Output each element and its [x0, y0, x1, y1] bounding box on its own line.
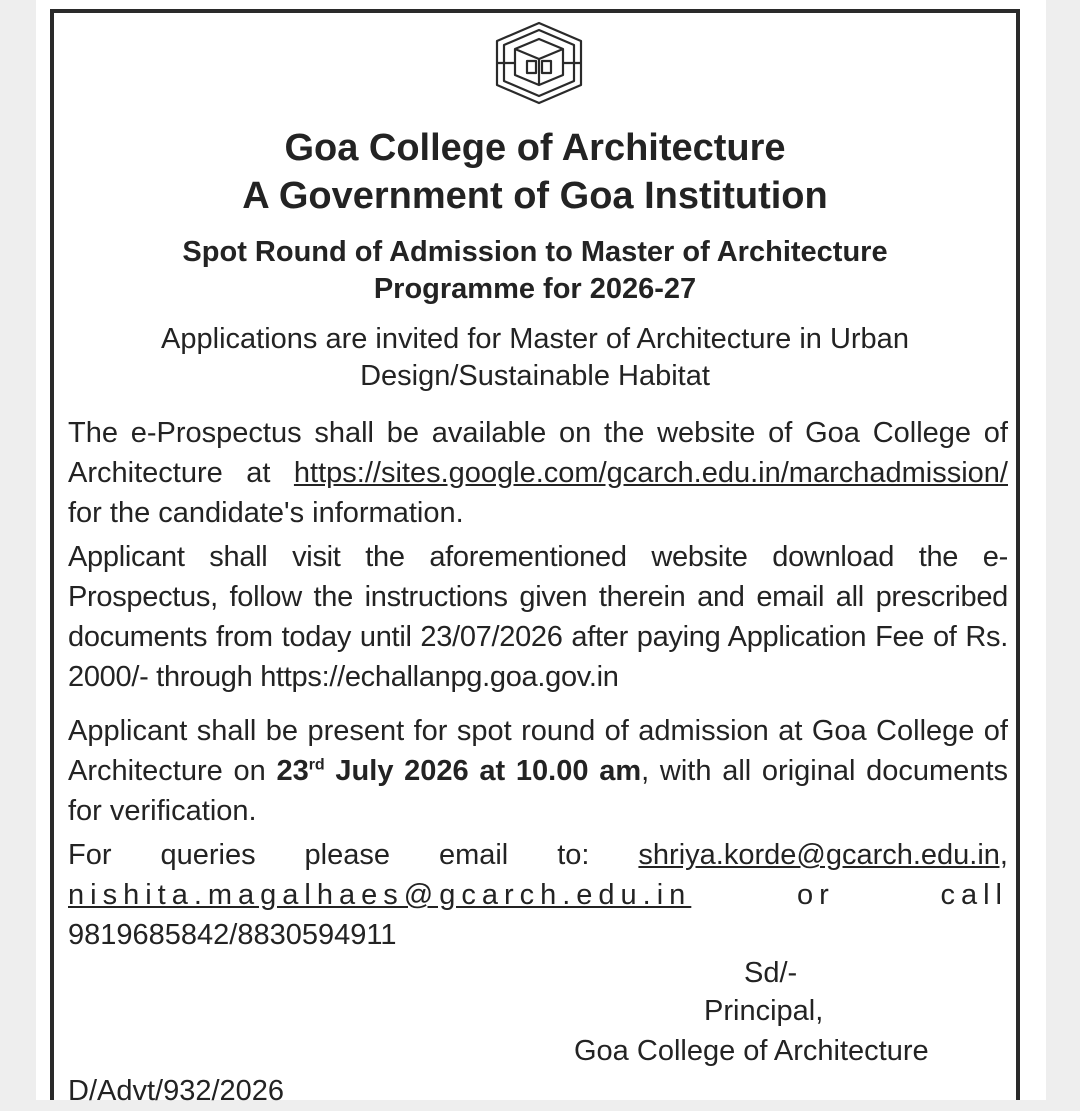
prospectus-link[interactable]: https://sites.google.com/gcarch.edu.in/marchadmission/	[293, 457, 1008, 489]
spot-round-text-end: , with all original documents for verification.	[68, 755, 1008, 827]
signature-sd: Sd/-	[744, 957, 798, 989]
queries-paragraph	[68, 835, 1008, 955]
spot-round-paragraph	[68, 711, 1008, 831]
signature-institution: Goa College of Architecture	[574, 1035, 929, 1067]
email-link-magalhaes[interactable]: nishita.magalhaes@gcarch.edu.in	[68, 879, 692, 911]
notice-heading-line2: Programme for 2026-27	[373, 273, 697, 305]
spot-round-day-suffix: rd	[308, 756, 325, 774]
prospectus-paragraph	[68, 413, 1008, 533]
spot-round-day: 23	[276, 755, 309, 787]
gca-emblem-icon	[489, 19, 589, 107]
invitation-line1: Applications are invited for Master of Architecture in Urban	[161, 323, 909, 355]
prospectus-text: The e-Prospectus shall be available on the website of Goa College of Architecture at	[68, 417, 1008, 489]
institution-title: Goa College of Architecture	[284, 127, 786, 169]
advertisement-reference: D/Advt/932/2026	[68, 1075, 285, 1107]
advertisement-frame	[50, 9, 1020, 1107]
signature-designation: Principal,	[704, 995, 824, 1027]
spot-round-date-rest: July 2026 at 10.00 am	[324, 755, 642, 787]
prospectus-text-end: for the candidate's information.	[68, 497, 464, 529]
email-link-korde[interactable]: shriya.korde@gcarch.edu.in,	[638, 839, 1008, 871]
newspaper-clipping	[36, 0, 1046, 1107]
notice-heading-line1: Spot Round of Admission to Master of Architecture	[182, 236, 888, 268]
queries-text: For queries please email to:	[68, 839, 639, 871]
spot-round-date	[276, 755, 641, 787]
institution-subtitle: A Government of Goa Institution	[242, 175, 828, 217]
spot-round-text: Applicant shall be present for spot round of admission at Goa College of Architecture on	[68, 715, 1008, 787]
invitation-line2: Design/Sustainable Habitat	[360, 360, 710, 392]
queries-or-call: or call	[691, 879, 1008, 911]
phone-numbers: 9819685842/8830594911	[68, 919, 397, 951]
application-paragraph: Applicant shall visit the aforementioned website download the e-Prospectus, follow the instructions given therein and email all prescribed documents from today until 23/07/2026 after paying Application Fee of Rs. 2000/- through https://echallanpg.goa.gov.in	[68, 541, 1008, 693]
